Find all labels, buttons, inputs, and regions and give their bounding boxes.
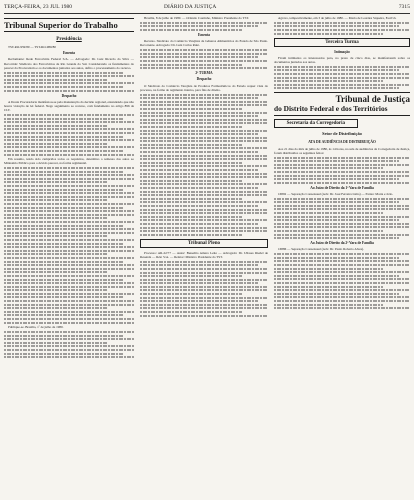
box-title-tribunal-pleno: Tribunal Pleno	[140, 239, 268, 248]
paragraph: Processo: AR-22/77 — Autor: Benedito Amaro Leite — Advogado: Dr. Ulisses Riedel de Resende — Réu: S/A. — Relator: Ministro Presidente do TST.	[140, 250, 268, 259]
box-title-secretaria: Secretaria da Corregedoria	[274, 119, 358, 128]
heading-ata: ATA DE AUDIÊNCIA DE DISTRIBUIÇÃO	[308, 140, 376, 145]
paragraph: Agravo, tempestivamente, em 3 de julho de 1980. — Maria de Lourdes Siqueira, Escrivã.	[278, 16, 397, 20]
heading-2a-turma: 2ª TURMA	[195, 71, 213, 76]
paragraph: Recurso. Sindicato do Comércio Varejista de Gêneros Alimentícios do Estado de São Paulo. Recorrente. Advogado: Dr. Luiz Carlos Ruiz.	[140, 39, 268, 48]
sub-title-setor: Setor de Distribuição	[322, 131, 362, 137]
heading-intimacao: Intimação	[334, 49, 350, 54]
heading-ementa: Ementa	[63, 51, 75, 56]
heading-despacho: Despacho	[196, 77, 212, 82]
paragraph: O Sindicato do Comércio Varejista de Produtos Farmacêuticos do Estado requer vista do processo, na forma do regimento interno, para fins de direito.	[140, 83, 268, 92]
paragraph: Aos 21 dias do mês de julho de 1980, às 14 horas, na sala de audiências da Corregedoria de Justiça, foram distribuídos os seguintes feitos:	[274, 146, 410, 155]
section-title-tst: Tribunal Superior do Trabalho	[4, 18, 134, 32]
paragraph: Em resumo, tendo sido cumpridos todos os requisitos, determino a remessa dos autos ao Ministério Público para o devido parecer, na forma regimental.	[4, 157, 134, 166]
box-title-terceira-turma: Terceira Turma	[274, 38, 410, 47]
big-title-line-2: do Distrito Federal e dos Territórios	[274, 104, 388, 114]
header-date: TERÇA-FEIRA, 23 JUL 1980	[4, 4, 73, 10]
paragraph: Reclamante: Rede Ferroviária Federal S/A. — Advogado: Dr. Luiz Ricardo da Silva — Recorrida: Sindicato dos Ferroviários de Rio Grande do Sul. Considerando os fundamentos do parecer da Procuradoria e os documentos juntados aos autos, defiro o processamento do recurso.	[4, 57, 134, 70]
paragraph: Publique-se. Brasília, 1º de julho de 1980.	[8, 325, 64, 330]
paragraph: A Douta Procuradoria manifestou-se pela manutenção da decisão regional, entendendo que não houve violação de lei federal. Nego seguimento ao recurso, com fundamento no artigo 896 da CLT.	[4, 99, 134, 113]
column-3	[274, 16, 410, 498]
heading-2a-vara-familia: Ao Juízo de Direito da 2ª Vara de Família	[310, 241, 374, 246]
heading-ementa: Ementa	[198, 32, 210, 37]
column-2	[140, 16, 268, 498]
heading-despacho: Despacho	[61, 93, 77, 98]
big-title-tjdft	[274, 92, 410, 116]
page-header	[4, 3, 410, 14]
sub-title-presidencia: Presidência	[56, 36, 82, 42]
header-page-number: 7315	[398, 4, 410, 10]
column-1	[4, 16, 134, 498]
paragraph: 16892 — Separação Consensual (Adv. Dr. José Ferreira Lima) — Partes: Maria e João.	[278, 191, 394, 196]
header-publication: DIÁRIO DA JUSTIÇA	[164, 4, 217, 10]
heading-1a-vara-familia: Ao Juízo de Direito da 1ª Vara de Família	[310, 185, 374, 190]
case-numbers: TST-RO-959/80 — TST-RO-980/80	[8, 45, 56, 49]
paragraph: Ficam intimados os interessados para, no prazo de cinco dias, se manifestarem sobre os documentos juntados aos autos.	[274, 55, 410, 64]
big-title-line-1: Tribunal de Justiça	[335, 94, 410, 105]
paragraph: 16886 — Separação Consensual (Adv. Dr. Paulo Roberto Alves).	[278, 247, 364, 252]
paragraph: Brasília, 8 de julho de 1980. — Orlando Coutinho, Ministro Presidente do TST.	[144, 16, 250, 20]
